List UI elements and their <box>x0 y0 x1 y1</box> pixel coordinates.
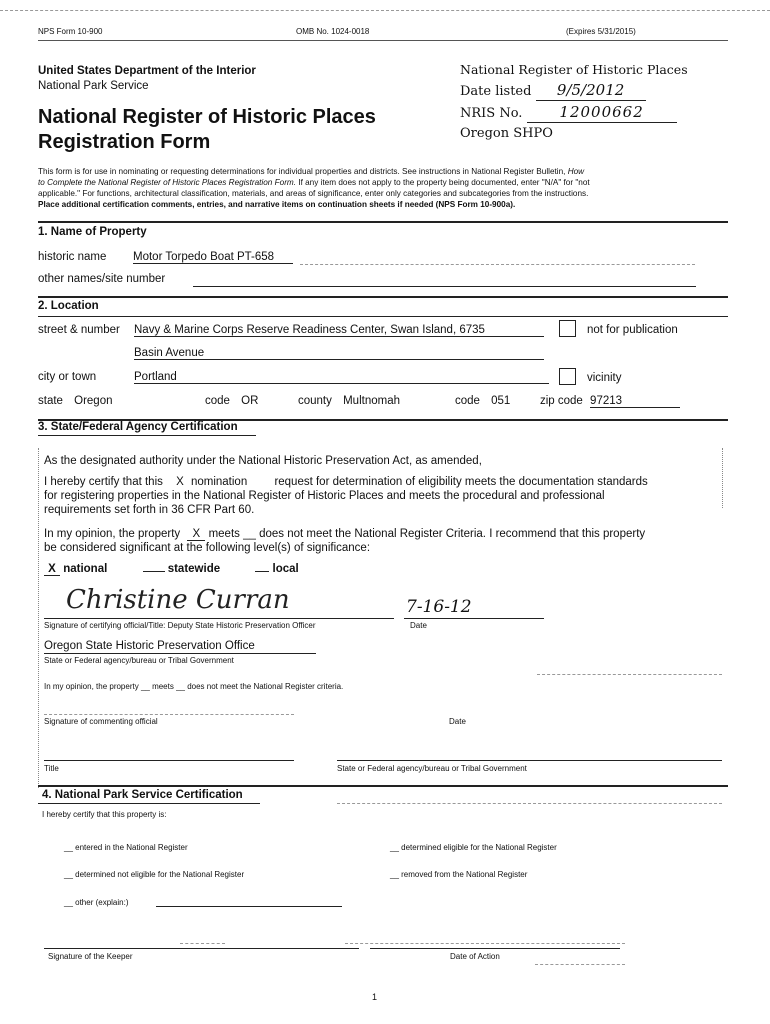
certify-text-a: I hereby certify that this <box>44 476 163 488</box>
agency-label: State or Federal agency/bureau or Tribal Government <box>337 764 527 773</box>
instructions-line3: applicable." For functions, architectural classification, materials, and areas of significance, enter only categories and subcategories from the instructions. <box>38 189 589 198</box>
statewide-label: statewide <box>167 563 221 575</box>
city-value[interactable]: Portland <box>134 371 549 384</box>
street-value-2[interactable]: Basin Avenue <box>134 347 544 360</box>
not-for-publication-label: not for publication <box>587 324 678 336</box>
historic-name-label: historic name <box>38 251 107 263</box>
certify-line3: requirements set forth in 36 CFR Part 60. <box>44 504 255 516</box>
listing-stamp <box>460 60 720 144</box>
commenting-date-label: Date <box>449 717 466 726</box>
instructions-line1: This form is for use in nominating or requesting determinations for individual properties and districts. See instructions in National Register Bulletin, <box>38 167 568 176</box>
county-value[interactable]: Multnomah <box>343 395 400 407</box>
instructions <box>38 166 738 210</box>
other-names-label: other names/site number <box>38 273 166 285</box>
county-label: county <box>298 395 332 407</box>
nps-intro: I hereby certify that this property is: <box>42 810 167 819</box>
certify-line2: for registering properties in the National Register of Historic Places and meets the procedural and professional <box>44 490 605 502</box>
certifying-office-label: State or Federal agency/bureau or Tribal Government <box>44 656 234 665</box>
state-code-row <box>205 395 258 407</box>
stamp-office: Oregon SHPO <box>460 126 553 141</box>
omb-number: OMB No. 1024-0018 <box>296 27 370 36</box>
commenting-signature-label: Signature of commenting official <box>44 717 158 726</box>
option-other[interactable]: __ other (explain:) <box>64 898 129 907</box>
opinion-text-b: meets __ does not meet the National Register Criteria. I recommend that this property <box>208 528 646 540</box>
state-row <box>38 395 113 407</box>
certifying-office: Oregon State Historic Preservation Office <box>44 640 255 652</box>
stamp-date-value: 9/5/2012 <box>536 80 646 101</box>
county-row <box>298 395 400 407</box>
form-title-line2: Registration Form <box>38 131 211 153</box>
certifying-date: 7-16-12 <box>406 597 472 617</box>
street-label: street & number <box>38 324 120 336</box>
section1-title: 1. Name of Property <box>38 226 147 238</box>
instructions-line2: If any item does not apply to the property being documented, enter "N/A" for "not <box>296 178 590 187</box>
state-label: state <box>38 395 63 407</box>
certify-nomination-mark[interactable]: X <box>176 476 184 488</box>
form-number: NPS Form 10-900 <box>38 27 103 36</box>
opinion2-text: In my opinion, the property __ meets __ does not meet the National Register criteria. <box>44 682 344 691</box>
local-label: local <box>272 563 299 575</box>
option-removed[interactable]: __ removed from the National Register <box>390 870 528 879</box>
significance-levels <box>44 563 299 576</box>
zip-label: zip code <box>540 395 583 407</box>
date-of-action-label: Date of Action <box>450 952 500 961</box>
section2-title: 2. Location <box>38 300 99 312</box>
keeper-signature-label: Signature of the Keeper <box>48 952 133 961</box>
option-entered[interactable]: __ entered in the National Register <box>64 843 188 852</box>
county-code-label: code <box>455 395 480 407</box>
zip-value[interactable]: 97213 <box>590 395 680 408</box>
instructions-line2-italic: to Complete the National Register of Historic Places Registration Form. <box>38 178 297 187</box>
instructions-line4: Place additional certification comments, entries, and narrative items on continuation sheets if needed (NPS Form 10-900a). <box>38 200 516 209</box>
service: National Park Service <box>38 80 149 92</box>
option-not-eligible[interactable]: __ determined not eligible for the National Register <box>64 870 245 879</box>
certifying-date-label: Date <box>410 621 427 630</box>
state-code-label: code <box>205 395 230 407</box>
option-determined-eligible[interactable]: __ determined eligible for the National Register <box>390 843 557 852</box>
not-for-publication-checkbox[interactable] <box>559 320 576 337</box>
stamp-nris-label: NRIS No. <box>460 106 523 121</box>
certify-text-c: request for determination of eligibility meets the documentation standards <box>274 476 648 488</box>
vicinity-checkbox[interactable] <box>559 368 576 385</box>
street-value[interactable]: Navy & Marine Corps Reserve Readiness Center, Swan Island, 6735 <box>134 324 544 337</box>
national-mark[interactable]: X <box>44 563 60 576</box>
city-label: city or town <box>38 371 97 383</box>
county-code-value[interactable]: 051 <box>491 395 511 407</box>
department: United States Department of the Interior <box>38 65 256 77</box>
local-blank[interactable] <box>255 571 269 572</box>
state-value[interactable]: Oregon <box>74 395 113 407</box>
stamp-date-label: Date listed <box>460 84 532 99</box>
statewide-blank[interactable] <box>143 571 165 572</box>
stamp-title: National Register of Historic Places <box>460 62 688 77</box>
section3-title: 3. State/Federal Agency Certification <box>38 421 238 433</box>
opinion-line2: be considered significant at the following level(s) of significance: <box>44 542 371 554</box>
certify-text-b: nomination <box>190 476 248 488</box>
opinion-text-a: In my opinion, the property <box>44 528 181 540</box>
opinion-meets-mark[interactable]: X <box>187 528 205 541</box>
expiration: (Expires 5/31/2015) <box>566 27 636 36</box>
zip-row <box>540 395 680 408</box>
form-title-line1: National Register of Historic Places <box>38 106 376 128</box>
vicinity-label: vicinity <box>587 372 622 384</box>
instructions-line1-italic: How <box>567 167 585 176</box>
certifying-signature: Christine Curran <box>66 585 290 615</box>
historic-name-value[interactable]: Motor Torpedo Boat PT-658 <box>133 251 293 264</box>
certify-line1 <box>44 476 648 488</box>
section4-title: 4. National Park Service Certification <box>42 789 243 801</box>
state-code-value[interactable]: OR <box>241 395 259 407</box>
title-label: Title <box>44 764 59 773</box>
county-code-row <box>455 395 510 407</box>
opinion-line1 <box>44 528 645 541</box>
national-label: national <box>63 563 108 575</box>
page-number: 1 <box>372 992 378 1002</box>
stamp-nris-value: 12000662 <box>527 102 677 123</box>
certifying-signature-label: Signature of certifying official/Title: Deputy State Historic Preservation Officer <box>44 621 316 630</box>
authority-text: As the designated authority under the National Historic Preservation Act, as amended, <box>44 455 482 467</box>
